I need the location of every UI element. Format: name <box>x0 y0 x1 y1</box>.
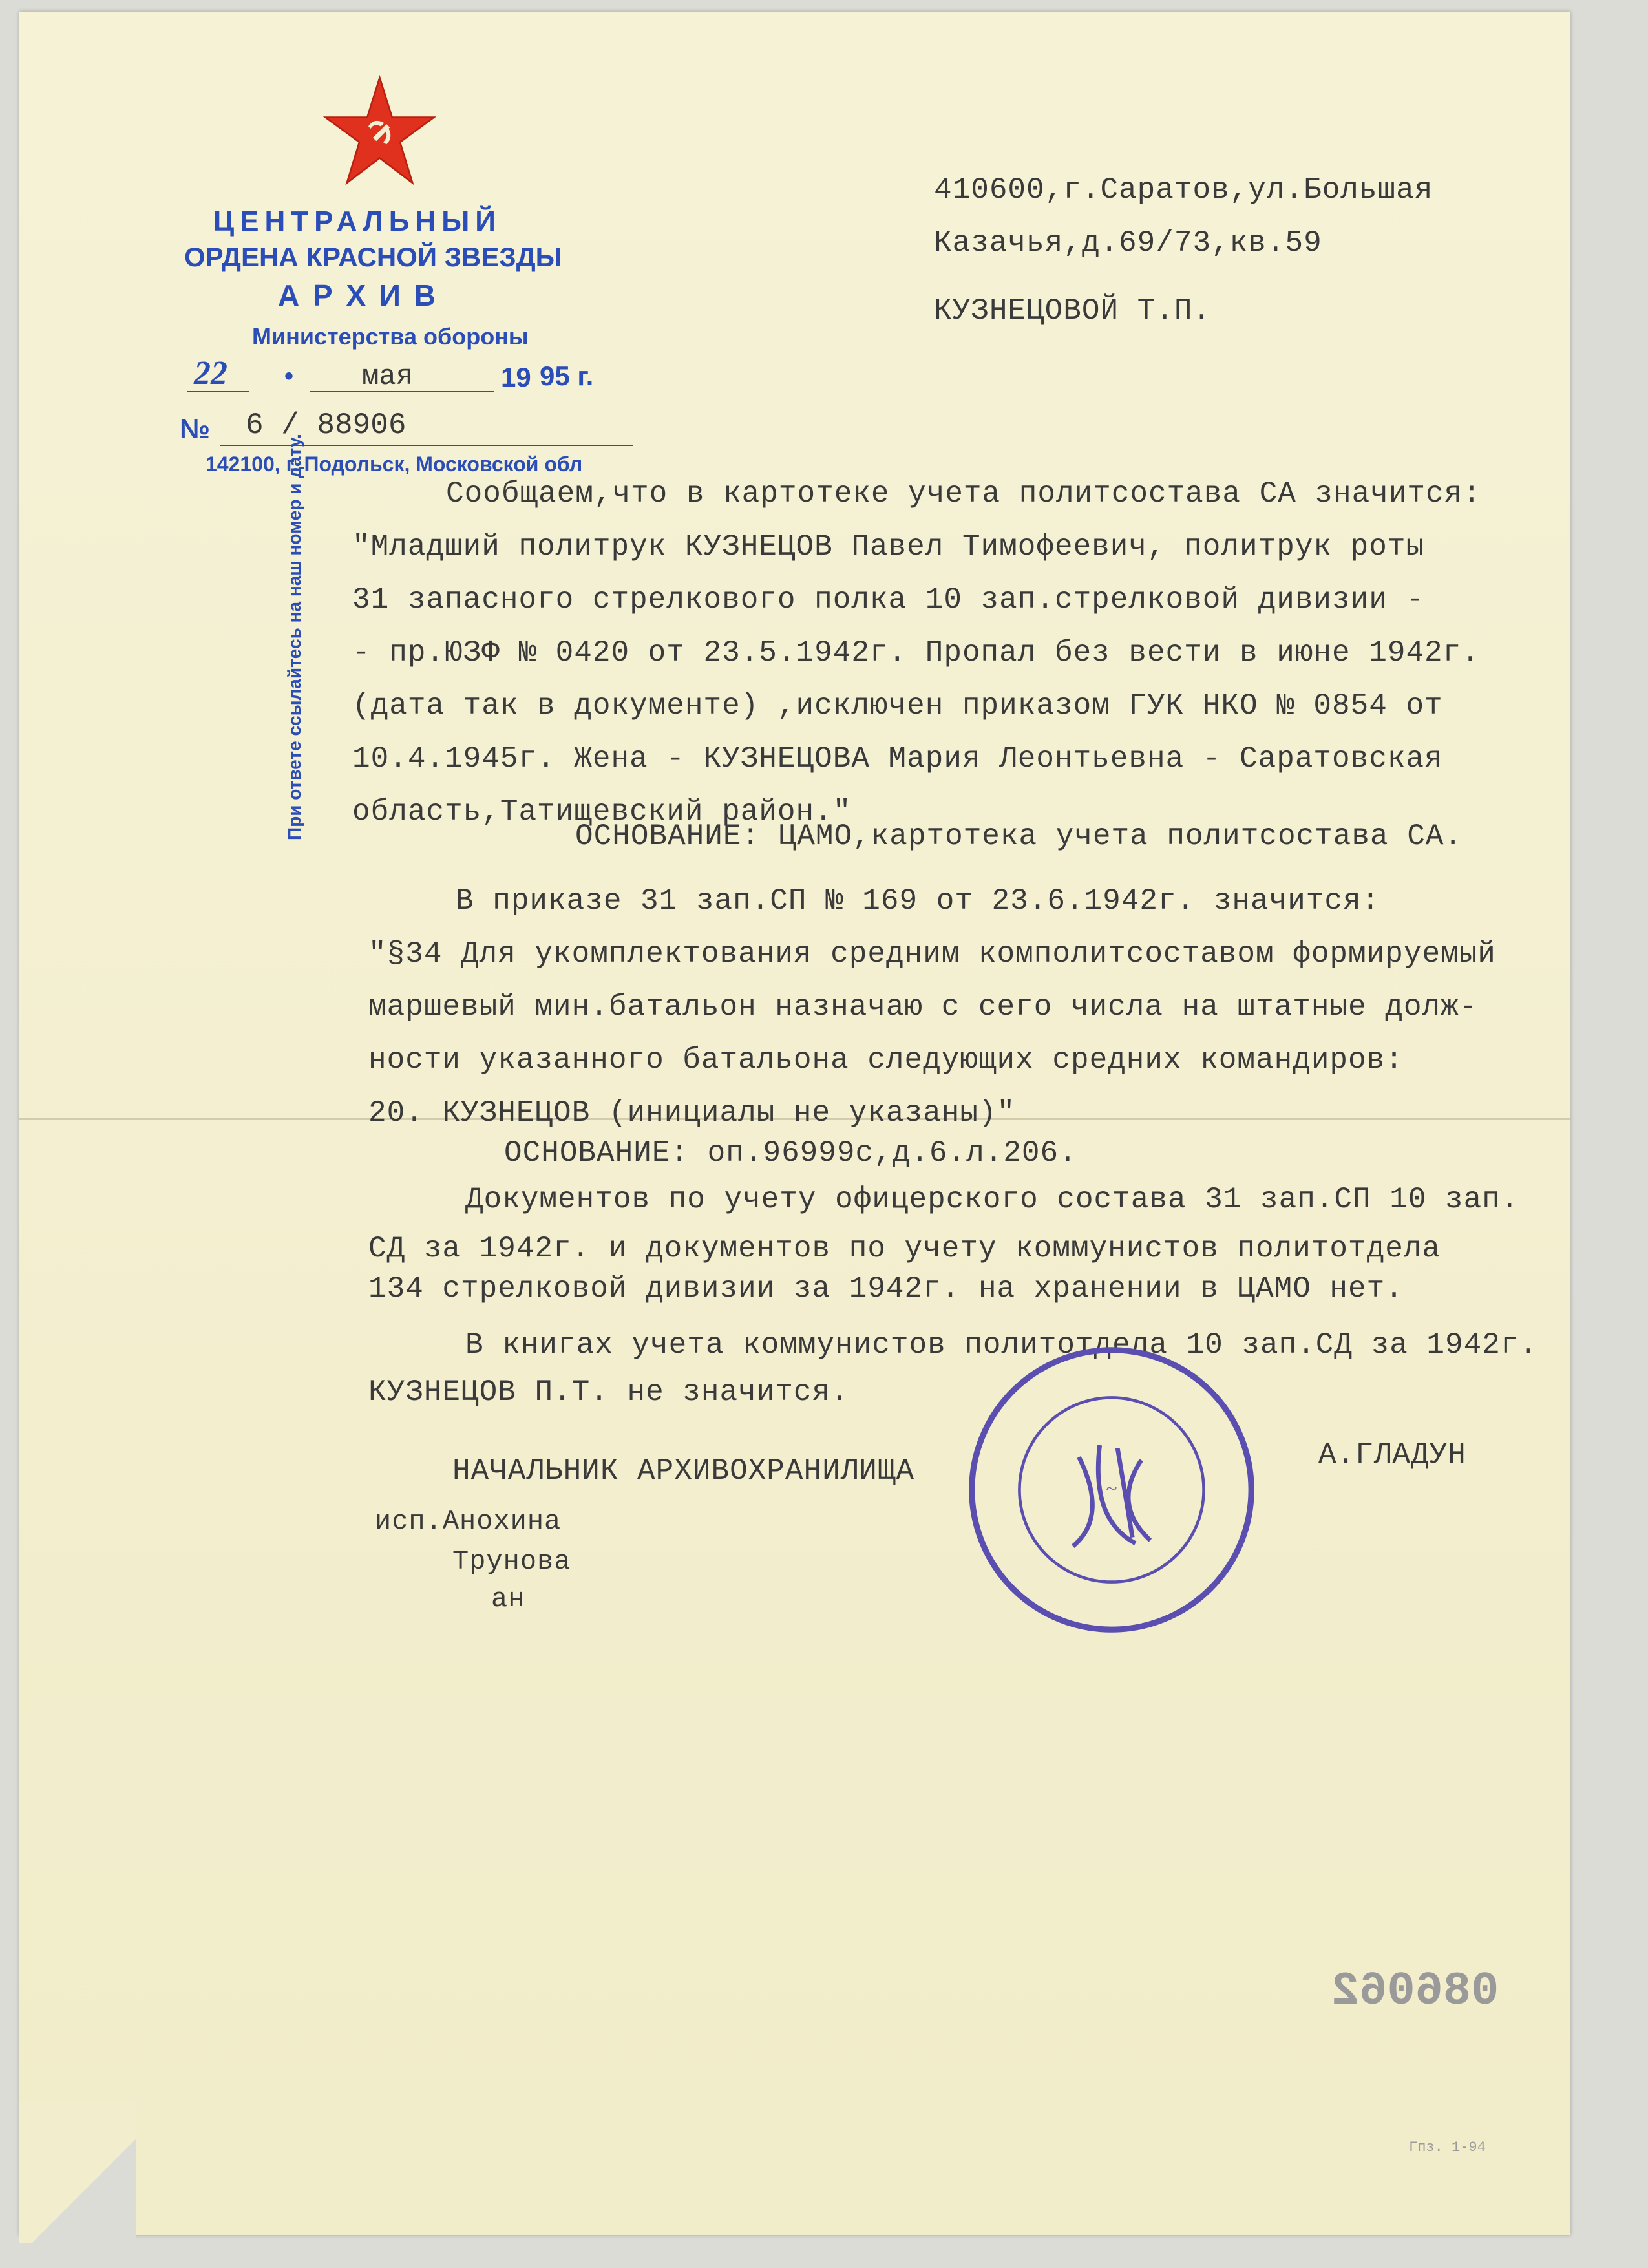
body-line: "§34 Для укомплектования средним комполитсоставом формируемый <box>368 937 1496 971</box>
outgoing-number: 6 / 88906 <box>246 408 407 442</box>
body-line: - пр.ЮЗФ № 0420 от 23.5.1942г. Пропал без вести в июне 1942г. <box>352 636 1480 670</box>
date-year-prefix: 19 <box>501 362 531 392</box>
svg-text:~: ~ <box>1106 1477 1117 1501</box>
body-line: 31 запасного стрелкового полка 10 зап.стрелковой дивизии - <box>352 583 1425 617</box>
body-line: (дата так в документе) ,исключен приказом ГУК НКО № 0854 от <box>352 689 1443 723</box>
number-rule <box>220 445 633 446</box>
date-month-rule <box>310 391 494 392</box>
folded-corner <box>19 2101 136 2243</box>
executor-line: исп.Анохина <box>375 1506 562 1537</box>
archive-name-line2: ОРДЕНА КРАСНОЙ ЗВЕЗДЫ <box>184 242 562 272</box>
recipient-address-line2: Казачья,д.69/73,кв.59 <box>934 226 1322 260</box>
number-label: № <box>180 414 210 444</box>
print-footer-mark: Гпз. 1-94 <box>1409 2139 1486 2156</box>
date-day: 22 <box>194 355 227 392</box>
basis-line: ОСНОВАНИЕ: ЦАМО,картотека учета политсостава СА. <box>575 820 1463 853</box>
body-line: "Младший политрук КУЗНЕЦОВ Павел Тимофеевич, политрук роты <box>352 530 1425 564</box>
recipient-address-line1: 410600,г.Саратов,ул.Большая <box>934 173 1433 207</box>
date-year-suffix: 95 г. <box>540 361 594 391</box>
executor-line: Трунова <box>452 1546 571 1577</box>
ministry-line: Министерства обороны <box>252 323 529 350</box>
inventory-stamp-number: 086062 <box>1331 1965 1499 2018</box>
archive-name-line3: А Р Х И В <box>278 279 438 312</box>
body-line: В приказе 31 зап.СП № 169 от 23.6.1942г. значится: <box>456 884 1380 918</box>
date-month: мая <box>362 361 414 393</box>
side-note: При ответе ссылайтесь на наш номер и дату. <box>284 434 304 840</box>
body-line: В книгах учета коммунистов политотдела 10 зап.СД за 1942г. <box>465 1328 1538 1362</box>
red-star-icon <box>323 74 436 187</box>
body-line: ности указанного батальона следующих средних командиров: <box>368 1043 1404 1077</box>
signatory-title: НАЧАЛЬНИК АРХИВОХРАНИЛИЩА <box>452 1454 915 1488</box>
date-dot: • <box>284 362 294 390</box>
body-line: 134 стрелковой дивизии за 1942г. на хранении в ЦАМО нет. <box>368 1272 1404 1306</box>
body-line: маршевый мин.батальон назначаю с сего числа на штатные долж- <box>368 990 1478 1024</box>
date-day-rule <box>187 391 249 392</box>
body-line: Документов по учету офицерского состава 31 зап.СП 10 зап. <box>465 1183 1519 1216</box>
body-line: СД за 1942г. и документов по учету коммунистов политотдела <box>368 1232 1441 1266</box>
basis-line: ОСНОВАНИЕ: оп.96999с,д.6.л.206. <box>504 1136 1077 1170</box>
body-line: Сообщаем,что в картотеке учета политсостава СА значится: <box>446 477 1481 511</box>
archive-address: 142100, г. Подольск, Московской обл <box>206 452 583 476</box>
body-line: 20. КУЗНЕЦОВ (инициалы не указаны)" <box>368 1096 1016 1130</box>
archive-name-line1: ЦЕНТРАЛЬНЫЙ <box>213 206 502 237</box>
executor-line: ан <box>491 1584 525 1615</box>
body-line: 10.4.1945г. Жена - КУЗНЕЦОВА Мария Леонтьевна - Саратовская <box>352 742 1443 776</box>
recipient-name: КУЗНЕЦОВОЙ Т.П. <box>934 294 1212 328</box>
body-line: область,Татищевский район." <box>352 795 852 829</box>
body-line: КУЗНЕЦОВ П.Т. не значится. <box>368 1375 849 1409</box>
round-seal-stamp <box>963 1341 1260 1638</box>
signatory-name: А.ГЛАДУН <box>1318 1438 1466 1472</box>
